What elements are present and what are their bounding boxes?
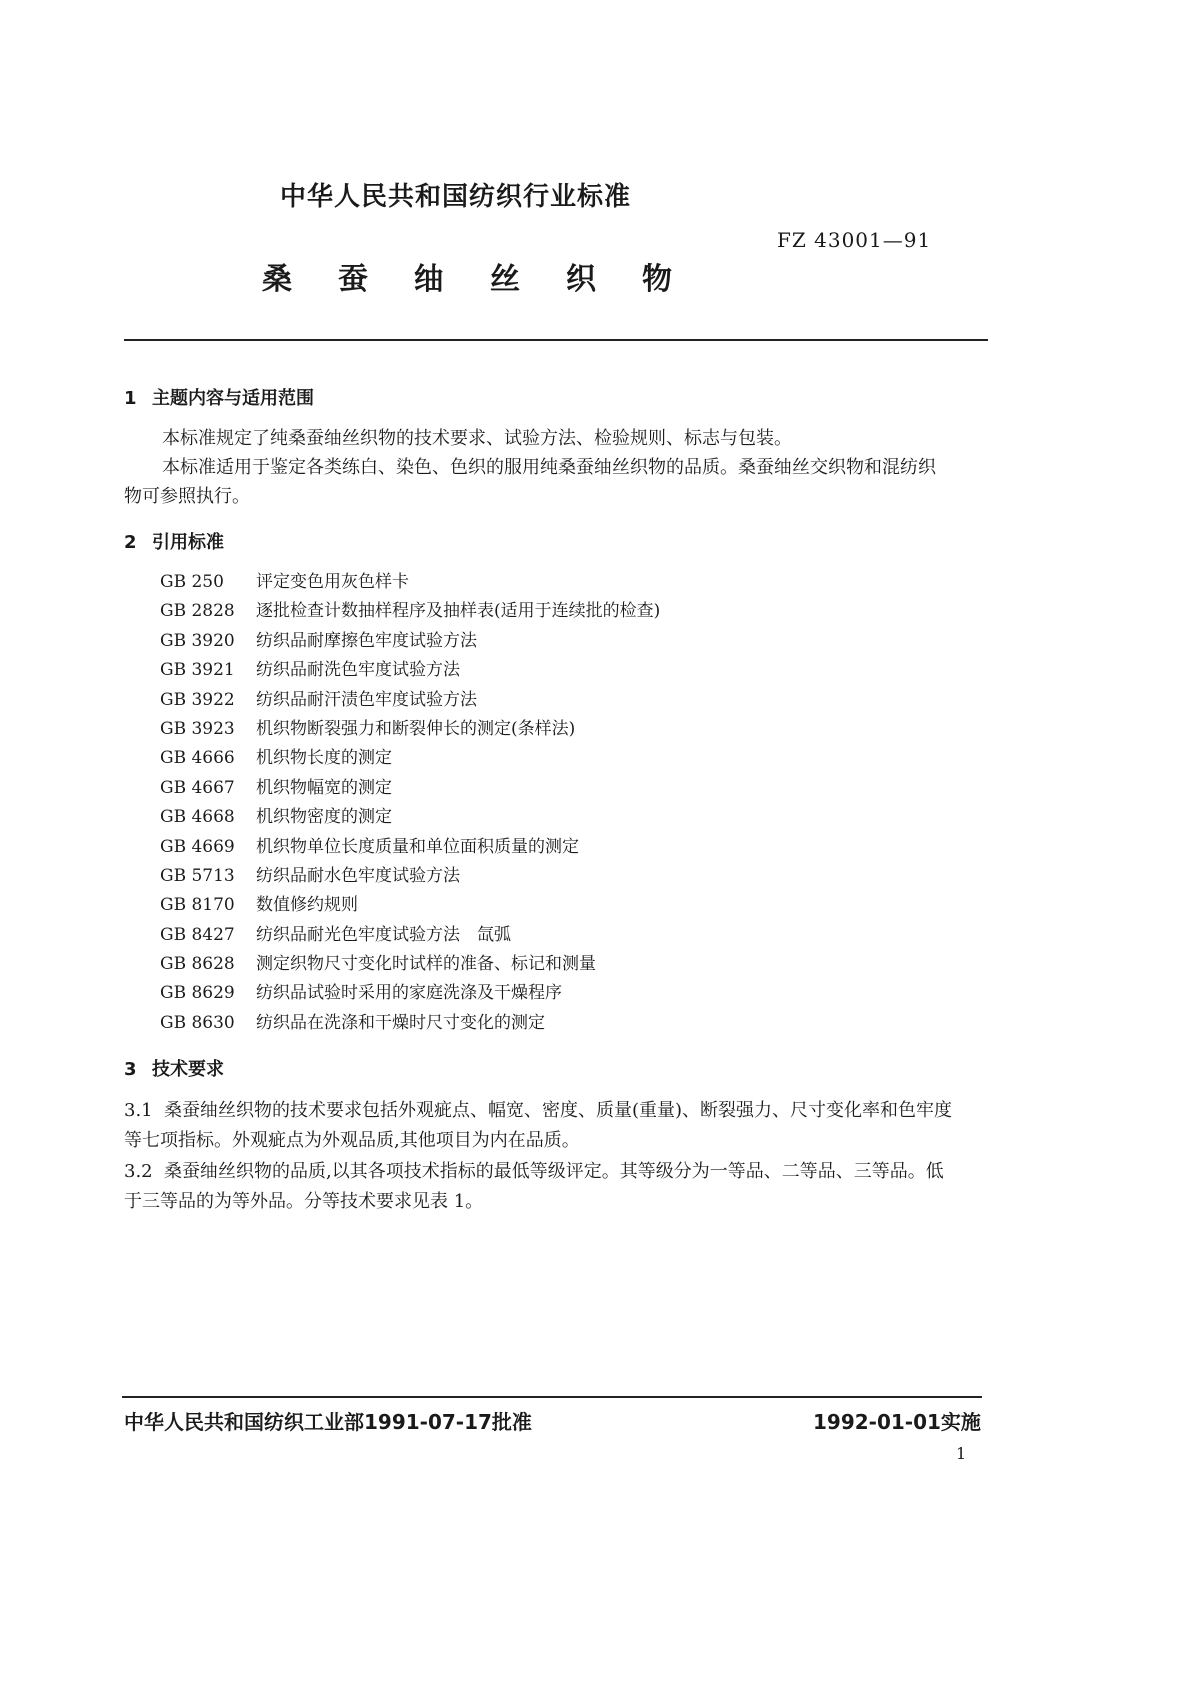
ref-name: 纺织品试验时采用的家庭洗涤及干燥程序: [256, 983, 562, 1004]
standard-code: FZ 43001—91: [777, 228, 932, 252]
section-number: 2: [124, 532, 137, 553]
clause-number: 3.2: [124, 1161, 153, 1182]
clause-text: 桑蚕䌷丝织物的技术要求包括外观疵点、幅宽、密度、质量(重量)、断裂强力、尺寸变化率和色牢度: [164, 1100, 953, 1121]
ref-code: GB 3923: [160, 718, 235, 739]
ref-name: 纺织品耐摩擦色牢度试验方法: [256, 630, 477, 651]
ref-code: GB 250: [160, 572, 224, 592]
section-1-paragraph-1: 本标准规定了纯桑蚕䌷丝织物的技术要求、试验方法、检验规则、标志与包装。: [162, 428, 792, 449]
title-char: 丝: [490, 262, 520, 297]
list-item: [160, 891, 660, 920]
list-item: [160, 979, 660, 1008]
list-item: [160, 950, 660, 979]
list-item: [160, 862, 660, 891]
list-item: [160, 833, 660, 862]
ref-name: 逐批检查计数抽样程序及抽样表(适用于连续批的检查): [256, 601, 661, 622]
section-title: 引用标准: [152, 532, 224, 553]
clause-3-2: [124, 1157, 944, 1187]
ref-code: GB 4667: [160, 777, 235, 798]
ref-code: GB 8628: [160, 954, 235, 975]
clause-number: 3.1: [124, 1100, 153, 1121]
ref-name: 机织物长度的测定: [256, 748, 392, 769]
ref-code: GB 8630: [160, 1012, 235, 1033]
section-title: 技术要求: [152, 1059, 224, 1080]
list-item: [160, 597, 660, 626]
top-divider: [124, 339, 988, 341]
ref-name: 纺织品耐洗色牢度试验方法: [256, 660, 460, 681]
section-number: 1: [124, 388, 137, 409]
ref-code: GB 4668: [160, 807, 235, 828]
list-item: [160, 656, 660, 685]
ref-name: 机织物断裂强力和断裂伸长的测定(条样法): [256, 718, 576, 739]
document-title: [262, 254, 718, 298]
ref-code: GB 3922: [160, 689, 235, 710]
ref-name: 机织物密度的测定: [256, 807, 392, 828]
list-item: [160, 1009, 660, 1038]
standard-body-heading: 中华人民共和国纺织行业标准: [280, 182, 632, 212]
title-char: 桑: [262, 262, 292, 297]
ref-code: GB 8427: [160, 924, 235, 945]
section-1-paragraph-2-cont: 物可参照执行。: [124, 486, 250, 507]
ref-code: GB 8629: [160, 983, 235, 1004]
reference-list: [160, 568, 660, 1038]
title-char: 蚕: [338, 262, 368, 297]
approval-line: 中华人民共和国纺织工业部1991-07-17批准: [124, 1410, 532, 1434]
section-3-heading: [124, 1055, 224, 1081]
list-item: [160, 715, 660, 744]
ref-name: 纺织品在洗涤和干燥时尺寸变化的测定: [256, 1012, 545, 1033]
effective-date: 1992-01-01实施: [813, 1410, 981, 1434]
section-2-heading: [124, 528, 224, 554]
ref-code: GB 4669: [160, 836, 235, 857]
ref-code: GB 3921: [160, 660, 235, 681]
title-char: 织: [566, 262, 596, 297]
ref-code: GB 4666: [160, 748, 235, 769]
list-item: [160, 744, 660, 773]
list-item: [160, 568, 660, 597]
list-item: [160, 803, 660, 832]
ref-name: 评定变色用灰色样卡: [256, 572, 409, 592]
ref-code: GB 5713: [160, 865, 235, 886]
ref-code: GB 3920: [160, 630, 235, 651]
clause-3-1-cont: 等七项指标。外观疵点为外观品质,其他项目为内在品质。: [124, 1130, 580, 1151]
list-item: [160, 774, 660, 803]
ref-name: 纺织品耐汗渍色牢度试验方法: [256, 689, 477, 710]
ref-code: GB 2828: [160, 601, 235, 622]
section-1-heading: [124, 384, 314, 410]
ref-name: 数值修约规则: [256, 895, 358, 916]
clause-3-1: [124, 1096, 952, 1126]
ref-name: 纺织品耐光色牢度试验方法 氙弧: [256, 924, 511, 945]
ref-name: 测定织物尺寸变化时试样的准备、标记和测量: [256, 954, 596, 975]
page-number: 1: [956, 1444, 967, 1463]
title-char: 物: [642, 262, 672, 297]
list-item: [160, 627, 660, 656]
ref-name: 机织物单位长度质量和单位面积质量的测定: [256, 836, 579, 857]
title-char: 䌷: [414, 262, 444, 297]
ref-name: 机织物幅宽的测定: [256, 777, 392, 798]
clause-text: 桑蚕䌷丝织物的品质,以其各项技术指标的最低等级评定。其等级分为一等品、二等品、三等品。低: [164, 1161, 944, 1182]
ref-code: GB 8170: [160, 895, 235, 916]
section-title: 主题内容与适用范围: [152, 388, 314, 409]
section-1-paragraph-2: 本标准适用于鉴定各类练白、染色、色织的服用纯桑蚕䌷丝织物的品质。桑蚕䌷丝交织物和混纺织: [162, 457, 936, 478]
list-item: [160, 921, 660, 950]
clause-3-2-cont: 于三等品的为等外品。分等技术要求见表 1。: [124, 1191, 484, 1212]
list-item: [160, 686, 660, 715]
ref-name: 纺织品耐水色牢度试验方法: [256, 865, 460, 886]
section-number: 3: [124, 1059, 137, 1080]
footer-divider: [122, 1396, 982, 1398]
